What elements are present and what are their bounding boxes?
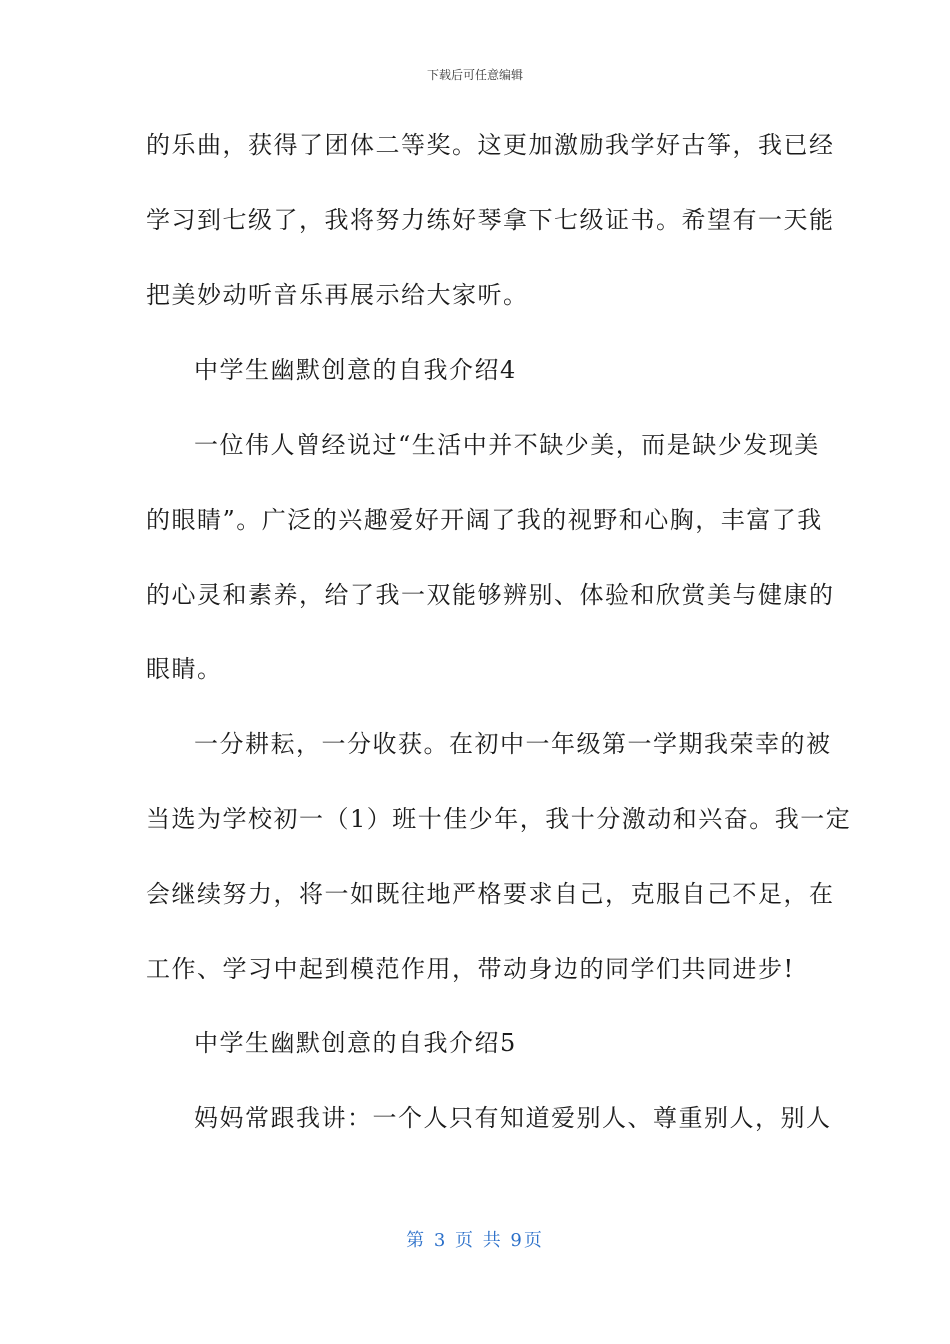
section-heading: 中学生幽默创意的自我介绍4 bbox=[194, 356, 517, 384]
text-line: 的眼睛”。广泛的兴趣爱好开阔了我的视野和心胸，丰富了我 bbox=[146, 506, 823, 534]
text-line: 把美妙动听音乐再展示给大家听。 bbox=[146, 281, 529, 309]
text-line: 眼睛。 bbox=[146, 655, 223, 683]
text-line: 一位伟人曾经说过“生活中并不缺少美，而是缺少发现美 bbox=[194, 431, 820, 459]
text-line: 妈妈常跟我讲：一个人只有知道爱别人、尊重别人，别人 bbox=[194, 1104, 832, 1132]
text-line: 会继续努力，将一如既往地严格要求自己，克服自己不足，在 bbox=[146, 880, 835, 908]
text-line: 学习到七级了，我将努力练好琴拿下七级证书。希望有一天能 bbox=[146, 206, 835, 234]
text-line: 工作、学习中起到模范作用，带动身边的同学们共同进步! bbox=[146, 955, 795, 983]
text-line: 的心灵和素养，给了我一双能够辨别、体验和欣赏美与健康的 bbox=[146, 581, 835, 609]
text-line: 一分耕耘，一分收获。在初中一年级第一学期我荣幸的被 bbox=[194, 730, 832, 758]
page-header: 下载后可任意编辑 bbox=[426, 68, 523, 82]
page-number: 第 3 页 共 9页 bbox=[406, 1230, 544, 1251]
text-line: 当选为学校初一（1）班十佳少年，我十分激动和兴奋。我一定 bbox=[146, 805, 852, 833]
text-line: 的乐曲，获得了团体二等奖。这更加激励我学好古筝，我已经 bbox=[146, 131, 835, 159]
section-heading: 中学生幽默创意的自我介绍5 bbox=[194, 1029, 517, 1057]
